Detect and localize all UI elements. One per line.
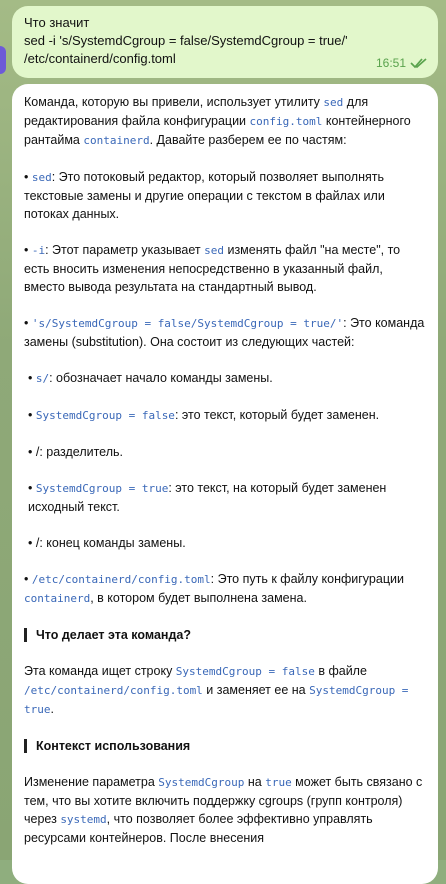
sub-bullet-new-text	[24, 479, 426, 516]
sub-bullet-s	[24, 369, 426, 388]
text: в файле	[314, 664, 367, 678]
sub-bullet-end: • /: конец команды замены.	[28, 536, 186, 550]
inline-code: s/	[35, 372, 50, 385]
inline-code: SystemdCgroup = false	[35, 409, 175, 422]
text: для редактирования файла конфигурации	[24, 95, 369, 128]
inline-code: /etc/containerd/config.toml	[24, 684, 203, 697]
double-check-icon	[410, 57, 428, 69]
text: Команда, которую вы привели, использует утилиту	[24, 95, 324, 109]
text: : Это путь к файлу конфигурации	[210, 572, 404, 586]
inline-code: containerd	[24, 592, 91, 605]
text: изменять файл "на месте", то есть вносить изменения непосредственно в указанный файл, вместо вывода результата на стандартный вывод.	[24, 243, 401, 294]
text: : это текст, на который будет заменен исходный текст.	[28, 481, 387, 514]
message-line: Что значит	[24, 15, 90, 30]
section-heading: Что делает эта команда?	[24, 626, 426, 644]
text: : это текст, который будет заменен.	[174, 408, 380, 422]
text: на	[244, 775, 266, 789]
bullet: •	[24, 572, 32, 586]
bullet-file-path	[24, 570, 426, 608]
text: , в котором будет выполнена замена.	[90, 591, 307, 605]
bullet: •	[28, 371, 36, 385]
message-time: 16:51	[375, 56, 406, 70]
text: . Давайте разберем ее по частям:	[149, 133, 347, 147]
bullet: •	[24, 243, 32, 257]
text: может быть связано с тем, что вы хотите включить поддержку cgroups (групп контроля) через	[24, 775, 423, 826]
inline-code: SystemdCgroup = true	[35, 482, 169, 495]
bullet: •	[28, 481, 36, 495]
inline-code: 's/SystemdCgroup = false/SystemdCgroup = true/'	[31, 317, 344, 330]
context-paragraph	[24, 773, 426, 847]
inline-code: sed	[323, 96, 344, 109]
avatar-edge	[0, 46, 6, 74]
bullet: •	[28, 408, 36, 422]
bullet: •	[24, 170, 32, 184]
what-it-does-paragraph	[24, 662, 426, 719]
message-line: sed -i 's/SystemdCgroup = false/SystemdCgroup = true/'	[24, 33, 348, 48]
inline-code: SystemdCgroup	[158, 776, 245, 789]
inline-code: systemd	[60, 813, 107, 826]
text: : обозначает начало команды замены.	[49, 371, 273, 385]
bullet: •	[24, 316, 32, 330]
inline-code: SystemdCgroup = false	[175, 665, 315, 678]
text: : Этот параметр указывает	[45, 243, 205, 257]
sub-bullet-separator: • /: разделитель.	[28, 445, 123, 459]
section-heading: Контекст использования	[24, 737, 426, 755]
inline-code: sed	[31, 171, 52, 184]
inline-code: /etc/containerd/config.toml	[31, 573, 211, 586]
bullet-i-flag	[24, 241, 426, 296]
text: Эта команда ищет строку	[24, 664, 176, 678]
text: : Это потоковый редактор, который позволяет выполнять текстовые замены и другие операции с текстом в файлах или потоках данных.	[24, 170, 385, 221]
text: .	[50, 702, 54, 716]
sub-bullet-old-text	[24, 406, 426, 425]
text: Изменение параметра	[24, 775, 159, 789]
text: контейнерного рантайма	[24, 114, 411, 147]
text: : Это команда замены (substitution). Она состоит из следующих частей:	[24, 316, 425, 349]
inline-code: -i	[31, 244, 46, 257]
inline-code: config.toml	[249, 115, 323, 128]
incoming-message[interactable]	[12, 84, 438, 884]
inline-code: true	[265, 776, 292, 789]
inline-code: sed	[204, 244, 224, 257]
text: и заменяет ее на	[202, 683, 310, 697]
bullet-sed	[24, 168, 426, 223]
bullet-substitution	[24, 314, 426, 351]
text: , что позволяет более эффективно управлять ресурсами контейнеров. После внесения	[24, 812, 373, 845]
outgoing-message[interactable]	[12, 6, 438, 78]
message-line: /etc/containerd/config.toml	[24, 51, 176, 66]
inline-code: SystemdCgroup = true	[24, 684, 409, 716]
inline-code: containerd	[83, 134, 150, 147]
message-meta	[376, 54, 428, 72]
intro-paragraph	[24, 93, 426, 150]
